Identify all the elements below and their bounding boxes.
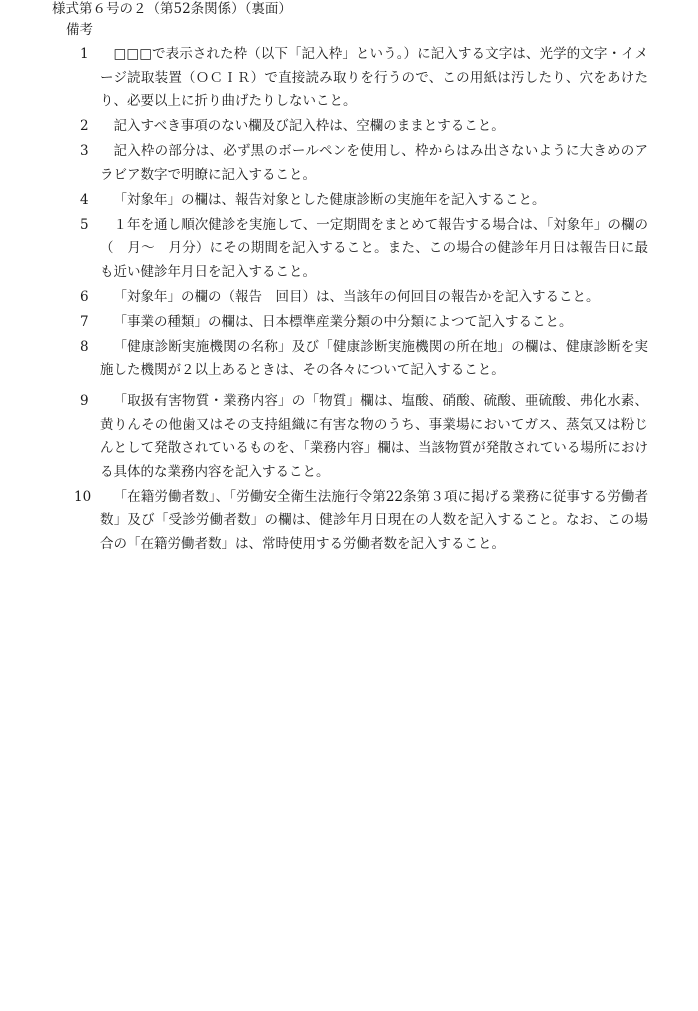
- remark-item-7: [80, 311, 648, 335]
- remark-item-1: [80, 43, 648, 114]
- remark-text: 「対象年」の欄の（報告 回目）は、当該年の何回目の報告かを記入すること。: [113, 288, 600, 305]
- form-title: 様式第６号の２（第52条関係）（裏面）: [52, 1, 292, 17]
- remark-text: 記入すべき事項のない欄及び記入枠は、空欄のままとすること。: [113, 118, 505, 134]
- remark-text: 「健康診断実施機関の名称」及び「健康診断実施機関の所在地」の欄は、健康診断を実施した機関が２以上あるときは、その各々について記入すること。: [100, 338, 648, 378]
- remark-text: 「在籍労働者数」、「労働安全衛生法施行令第22条第３項に掲げる業務に従事する労働者数」及び「受診労働者数」の欄は、健診年月日現在の人数を記入すること。なお、この場合の「在籍労働者数」は、常時使用する労働者数を記入すること。: [100, 488, 648, 552]
- remark-item-5: [80, 214, 648, 285]
- remarks-list: [74, 43, 648, 558]
- remark-number: 7: [80, 313, 89, 330]
- remarks-heading: 備考: [66, 22, 93, 38]
- remark-text: １年を通し順次健診を実施して、一定期間をまとめて報告する場合は、「対象年」の欄の（ 月～ 月分）にその期間を記入すること。また、この場合の健診年月日は報告日に最も近い健診年月日を記入すること。: [100, 216, 648, 280]
- remark-number: 8: [80, 338, 89, 355]
- remark-number: 9: [80, 393, 89, 409]
- remark-text: □□□で表示された枠（以下「記入枠」という。）に記入する文字は、光学的文字・イメージ読取装置（ＯＣＩＲ）で直接読み取りを行うので、この用紙は汚したり、穴をあけたり、必要以上に折り曲げたりしないこと。: [100, 46, 648, 109]
- remark-item-2: [80, 115, 648, 139]
- remark-number: 4: [80, 191, 89, 208]
- remark-text: 「対象年」の欄は、報告対象とした健康診断の実施年を記入すること。: [113, 191, 546, 208]
- remark-number: 5: [80, 216, 89, 233]
- remark-number: 10: [74, 488, 92, 505]
- remark-item-6: [80, 286, 648, 310]
- remark-number: 1: [80, 46, 89, 62]
- remark-item-9: [80, 384, 648, 484]
- remark-text: 記入枠の部分は、必ず黒のボールペンを使用し、枠からはみ出さないように大きめのアラビア数字で明瞭に記入すること。: [100, 143, 648, 183]
- remark-text: 「事業の種類」の欄は、日本標準産業分類の中分類によつて記入すること。: [113, 313, 573, 330]
- remark-item-4: [80, 189, 648, 213]
- remark-item-8: [80, 336, 648, 383]
- remark-number: 2: [80, 118, 89, 134]
- remark-number: 6: [80, 288, 89, 305]
- remark-item-10: [74, 486, 648, 557]
- remark-item-3: [80, 140, 648, 187]
- remark-text: 「取扱有害物質・業務内容」の「物質」欄は、塩酸、硝酸、硫酸、亜硫酸、弗化水素、黄りんその他歯又はその支持組織に有害な物のうち、事業場においてガス、蒸気又は粉じんとして発散されているものを、「業務内容」欄は、当該物質が発散されている場所における具体的な業務内容を記入すること。: [100, 393, 648, 480]
- remark-number: 3: [80, 143, 89, 159]
